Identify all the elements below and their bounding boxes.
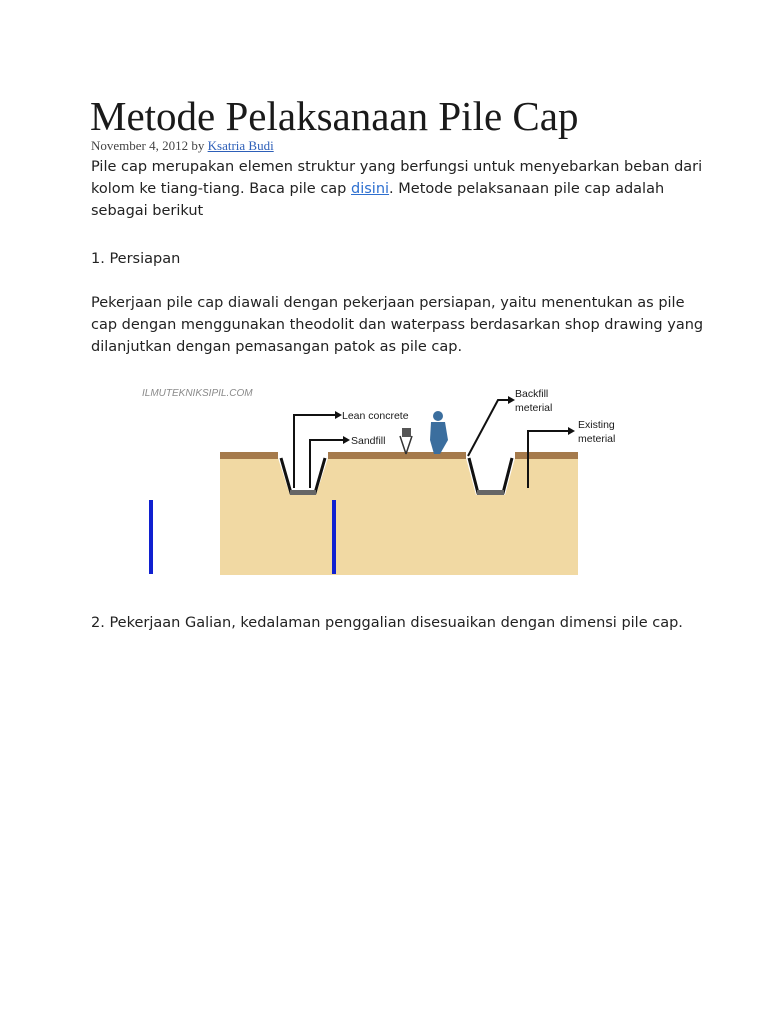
- step2-paragraph: 2. Pekerjaan Galian, kedalaman penggalian disesuaikan dengan dimensi pile cap.: [91, 615, 683, 631]
- pile-cap-diagram: [138, 378, 616, 583]
- marker-line-left: [149, 500, 153, 574]
- step1-paragraph: Pekerjaan pile cap diawali dengan pekerjaan persiapan, yaitu menentukan as pile cap dengan menggunakan theodolit dan waterpass berdasarkan shop drawing yang dilanjutkan dengan pemasangan patok as pile cap.: [91, 295, 704, 355]
- figure-watermark: ILMUTEKNIKSIPIL.COM: [142, 388, 253, 399]
- marker-line-right: [332, 500, 336, 574]
- label-backfill-line1: Backfill: [515, 388, 549, 400]
- label-backfill-line2: meterial: [515, 402, 553, 414]
- intro-text-2: . Metode pelaksanaan pile cap adalah sebagai berikut: [91, 181, 665, 219]
- theodolite-icon: [400, 428, 412, 454]
- label-lean-concrete: Lean concrete: [342, 410, 409, 422]
- post-meta: [91, 138, 274, 154]
- label-existing-line1: Existing: [578, 419, 615, 431]
- pile-cap-figure: [138, 378, 616, 583]
- soil-body: [220, 458, 578, 575]
- step1-heading: 1. Persiapan: [91, 251, 181, 267]
- lean-concrete-layer: [290, 490, 316, 495]
- label-sandfill: Sandfill: [351, 435, 386, 447]
- lean-concrete-layer-2: [477, 490, 504, 495]
- post-date: November 4, 2012: [91, 138, 189, 153]
- article-title: Metode Pelaksanaan Pile Cap: [90, 93, 579, 139]
- author-link[interactable]: Ksatria Budi: [207, 138, 274, 153]
- disini-link[interactable]: disini: [351, 181, 390, 197]
- post-by: by: [191, 138, 205, 153]
- topsoil-layer: [220, 452, 578, 459]
- surveyor-figure-icon: [430, 411, 448, 454]
- intro-paragraph: [91, 156, 711, 222]
- intro-text-1: Pile cap merupakan elemen struktur yang berfungsi untuk menyebarkan beban dari kolom ke tiang-tiang. Baca pile cap: [91, 159, 703, 197]
- label-existing-line2: meterial: [578, 433, 616, 445]
